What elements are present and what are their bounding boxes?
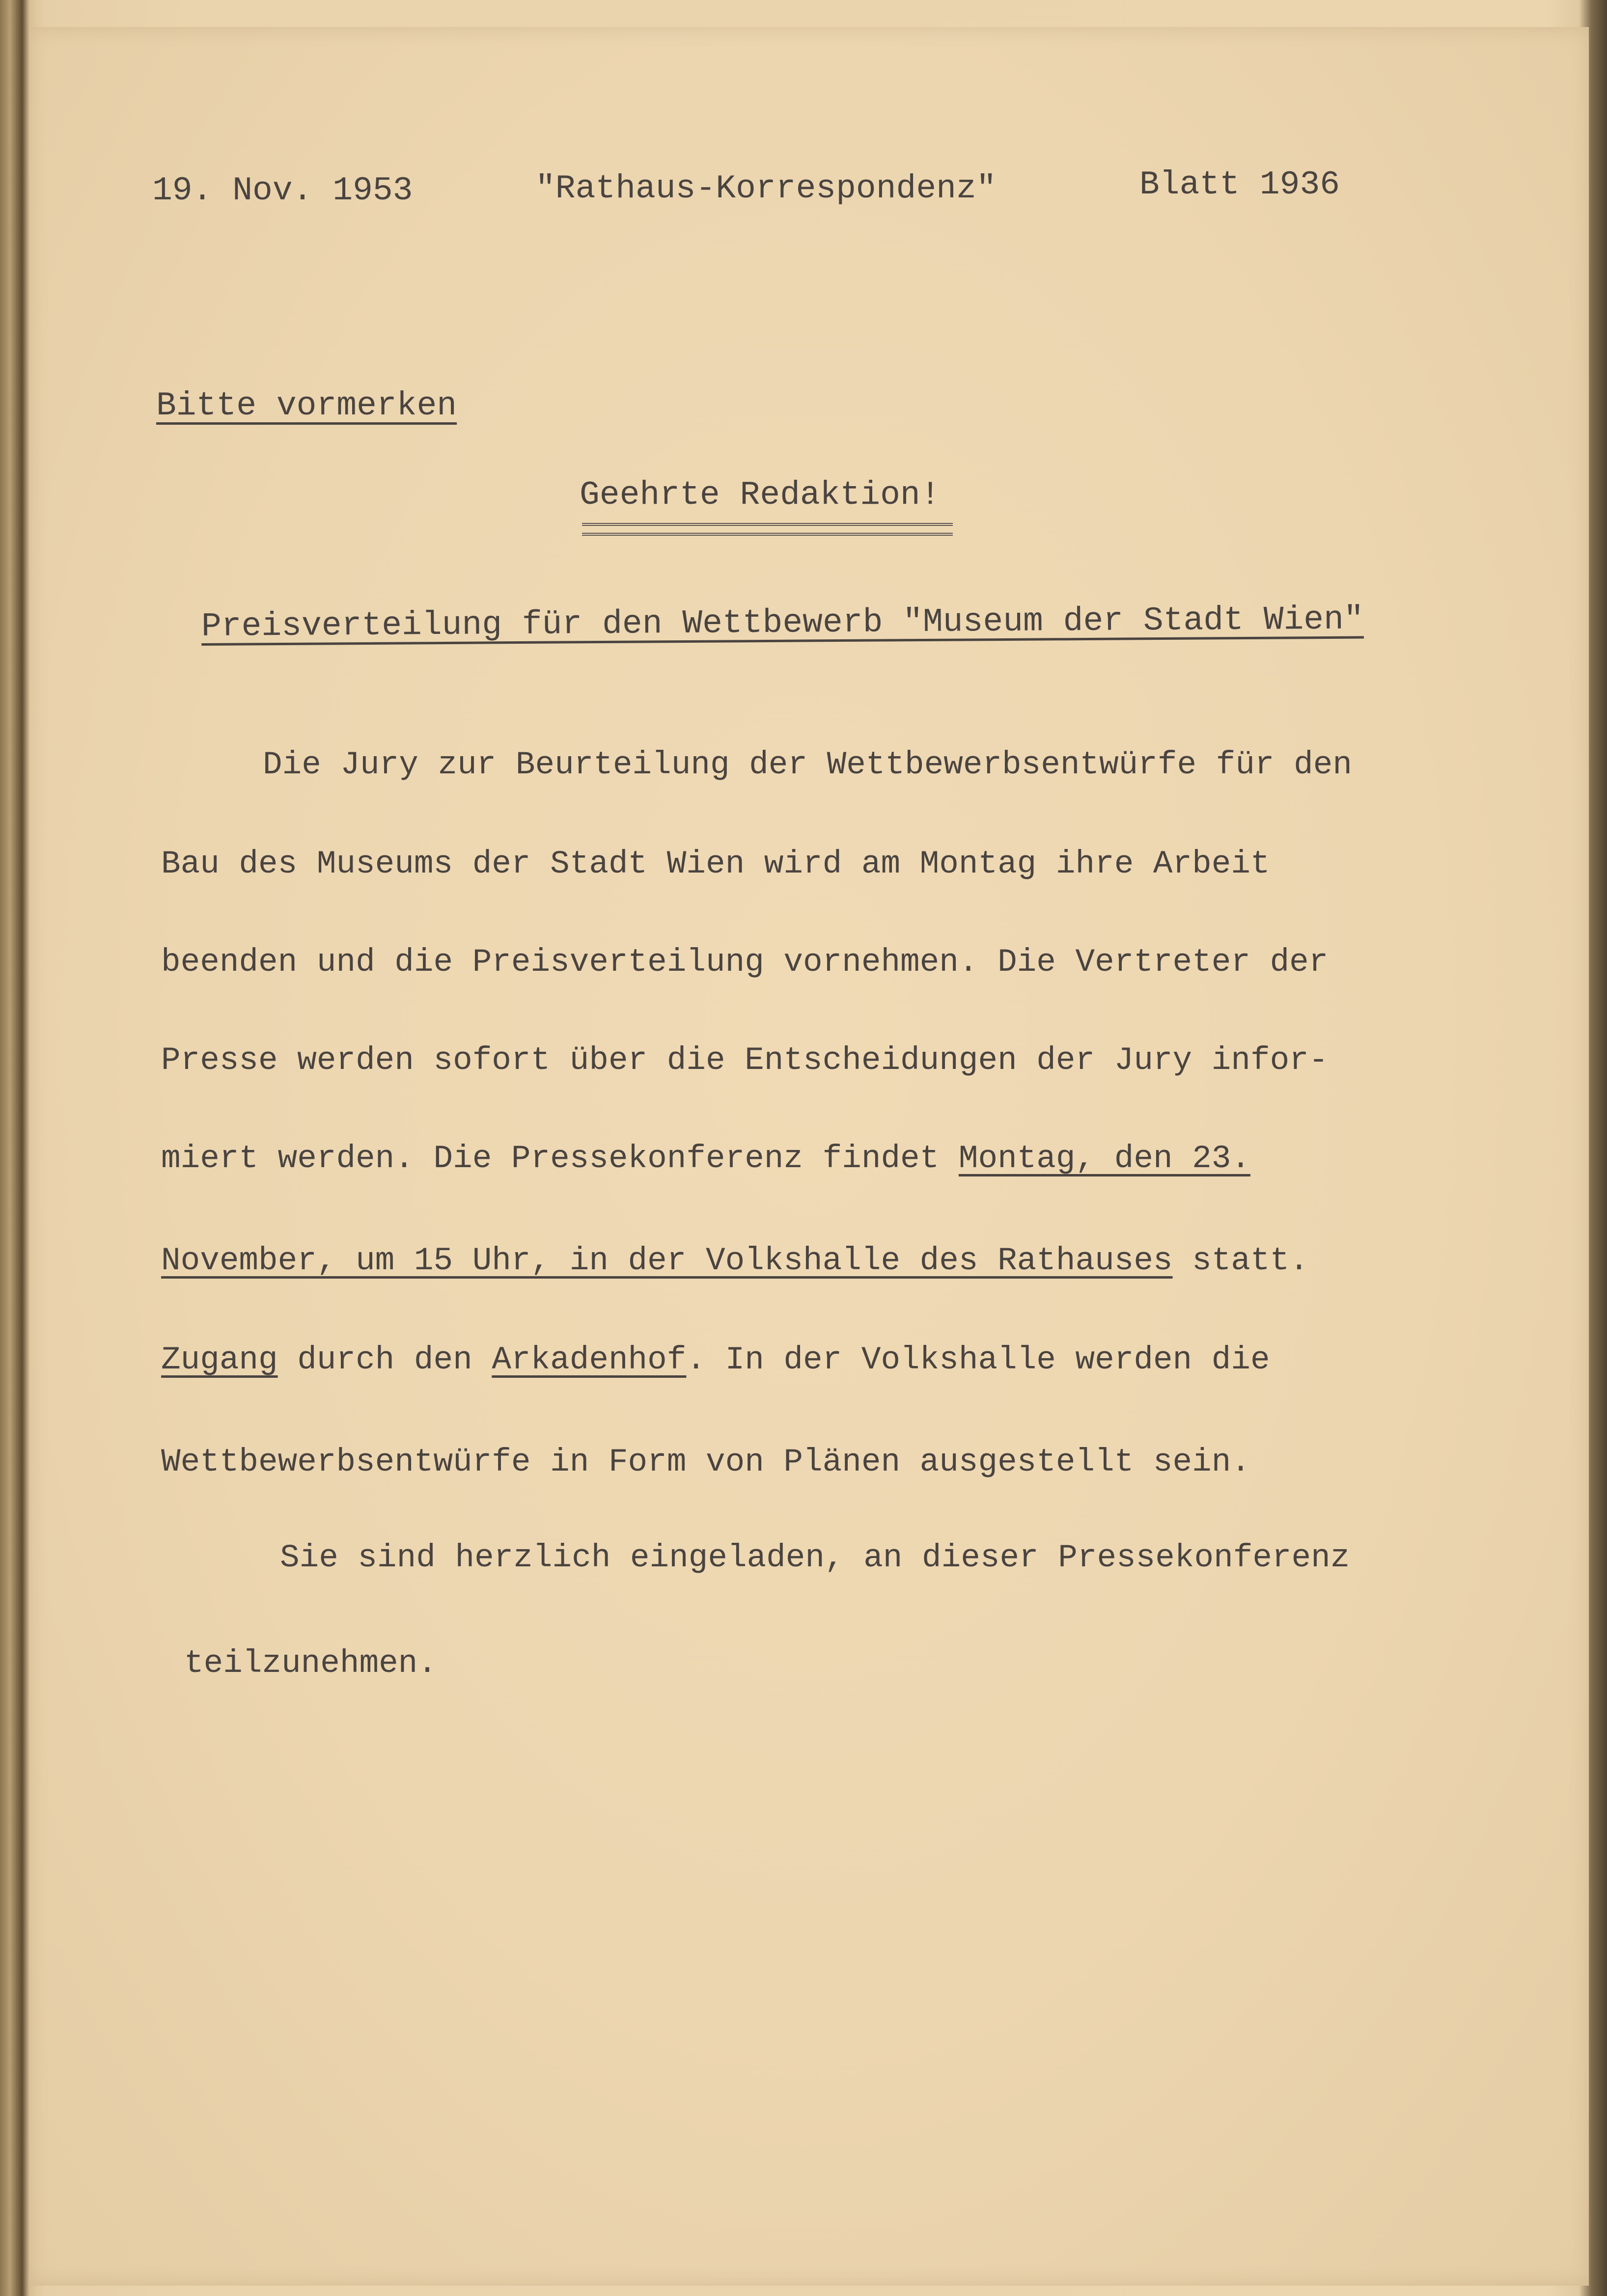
headline: Preisverteilung für den Wettbewerb "Museum der Stadt Wien" bbox=[201, 601, 1364, 646]
body-line-5 bbox=[161, 1140, 1250, 1177]
body-line-1: Die Jury zur Beurteilung der Wettbewerbsentwürfe für den bbox=[263, 746, 1352, 783]
notice-label: Bitte vormerken bbox=[156, 387, 457, 425]
body-line-5-text: miert werden. Die Pressekonferenz findet bbox=[161, 1140, 959, 1177]
body-line-2: Bau des Museums der Stadt Wien wird am Montag ihre Arbeit bbox=[161, 846, 1270, 882]
arcade-court-underlined: Arkadenhof bbox=[492, 1341, 687, 1378]
header-date: 19. Nov. 1953 bbox=[152, 172, 413, 210]
meeting-time-place-underlined: November, um 15 Uhr, in der Volkshalle des Rathauses bbox=[161, 1242, 1173, 1279]
body-line-7-text-b: . In der Volkshalle werden die bbox=[686, 1341, 1270, 1378]
body-line-4: Presse werden sofort über die Entscheidungen der Jury infor- bbox=[161, 1042, 1329, 1079]
body-line-3: beenden und die Preisverteilung vornehmen. Die Vertreter der bbox=[161, 944, 1329, 981]
access-underlined: Zugang bbox=[161, 1341, 278, 1378]
body-line-6-text: statt. bbox=[1172, 1242, 1309, 1279]
body-line-6 bbox=[161, 1242, 1309, 1279]
body-line-8: Wettbewerbsentwürfe in Form von Plänen ausgestellt sein. bbox=[161, 1444, 1250, 1480]
document-page bbox=[29, 27, 1589, 2286]
meeting-date-underlined: Montag, den 23. bbox=[958, 1140, 1250, 1177]
header-sheet-number: Blatt 1936 bbox=[1139, 166, 1340, 204]
salutation: Geehrte Redaktion! bbox=[580, 476, 941, 514]
body-line-7-text-a: durch den bbox=[277, 1341, 492, 1378]
salutation-double-rule bbox=[582, 523, 953, 536]
body-line-9: Sie sind herzlich eingeladen, an dieser Pressekonferenz bbox=[280, 1539, 1350, 1576]
body-line-7 bbox=[161, 1341, 1270, 1378]
body-line-10: teilzunehmen. bbox=[184, 1645, 437, 1682]
header-publication: "Rathaus-Korrespondenz" bbox=[535, 170, 997, 208]
